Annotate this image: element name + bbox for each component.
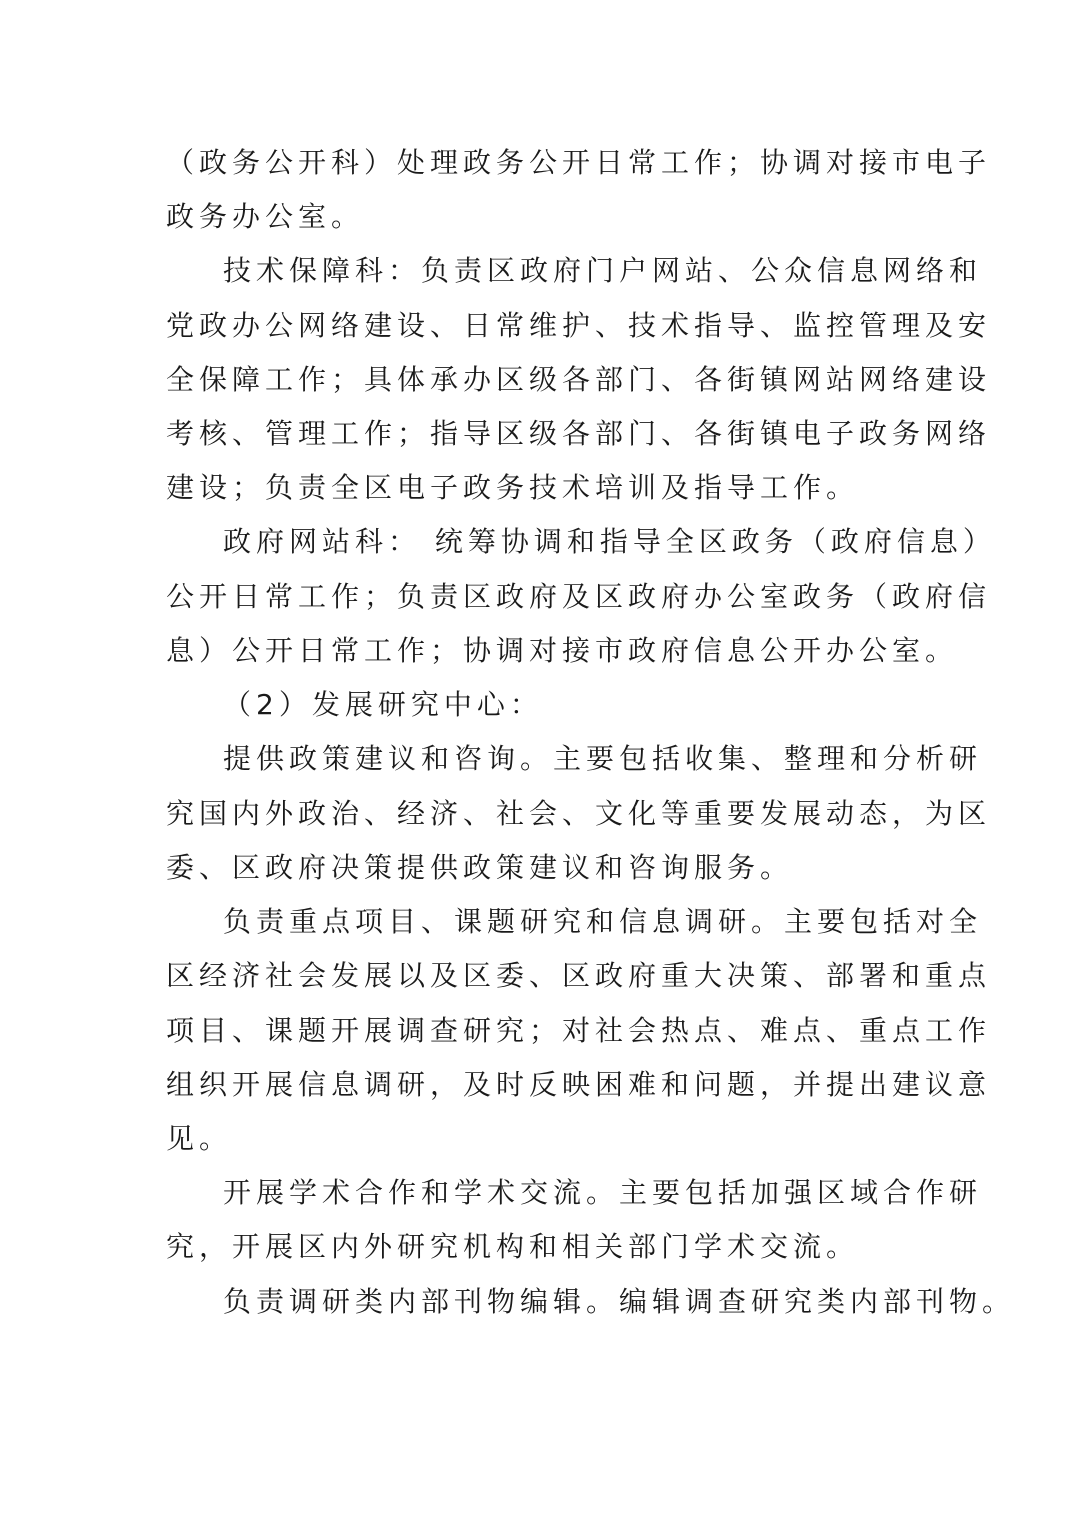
paragraph-academic-exchange: 开展学术合作和学术交流。主要包括加强区域合作研 — [223, 1176, 983, 1209]
text-line: 建设；负责全区电子政务技术培训及指导工作。 — [166, 471, 860, 504]
paragraph-policy-advice: 提供政策建议和咨询。主要包括收集、整理和分析研 — [223, 742, 983, 775]
paragraph-key-projects: 负责重点项目、课题研究和信息调研。主要包括对全 — [223, 905, 983, 938]
section-heading-research-center: （2）发展研究中心： — [223, 688, 543, 721]
text-line: 见。 — [166, 1122, 233, 1155]
paragraph-heading-gov-website: 政府网站科： 统筹协调和指导全区政务（政府信息） — [223, 525, 996, 558]
paragraph-heading-tech-support: 技术保障科：负责区政府门户网站、公众信息网络和 — [223, 254, 983, 287]
text-line: 项目、课题开展调查研究；对社会热点、难点、重点工作 — [166, 1014, 992, 1047]
text-line: 究，开展区内外研究机构和相关部门学术交流。 — [166, 1230, 860, 1263]
text-line: 息）公开日常工作；协调对接市政府信息公开办公室。 — [166, 634, 959, 667]
text-line: 组织开展信息调研，及时反映困难和问题，并提出建议意 — [166, 1068, 992, 1101]
text-line: 党政办公网络建设、日常维护、技术指导、监控管理及安 — [166, 309, 992, 342]
paragraph-publications: 负责调研类内部刊物编辑。编辑调查研究类内部刊物。 — [223, 1285, 1016, 1318]
text-line: 全保障工作；具体承办区级各部门、各街镇网站网络建设 — [166, 363, 992, 396]
text-line: 委、区政府决策提供政策建议和咨询服务。 — [166, 851, 794, 884]
text-line: 政务办公室。 — [166, 200, 365, 233]
text-line: 考核、管理工作；指导区级各部门、各街镇电子政务网络 — [166, 417, 992, 450]
text-line: 公开日常工作；负责区政府及区政府办公室政务（政府信 — [166, 580, 992, 613]
text-line: 究国内外政治、经济、社会、文化等重要发展动态，为区 — [166, 797, 992, 830]
text-line: 区经济社会发展以及区委、区政府重大决策、部署和重点 — [166, 959, 992, 992]
text-line: （政务公开科）处理政务公开日常工作；协调对接市电子 — [166, 146, 992, 179]
